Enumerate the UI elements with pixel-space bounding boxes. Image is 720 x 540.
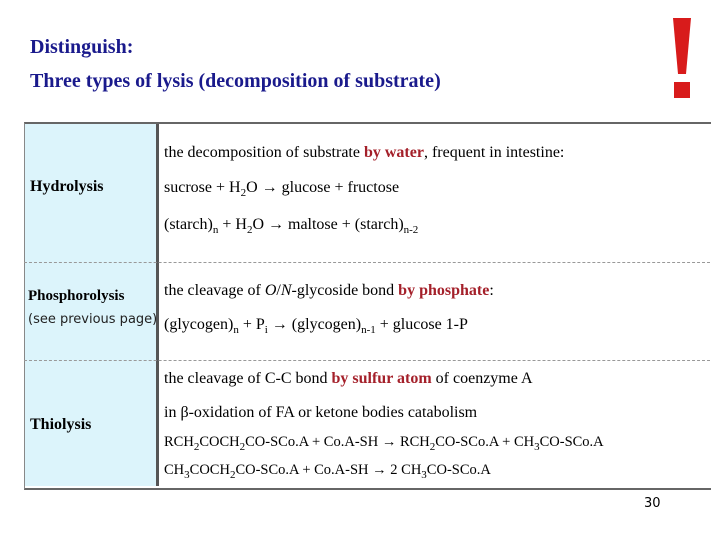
thiolysis-context: in β-oxidation of FA or ketone bodies catabolism — [164, 404, 478, 421]
slide-title-line1: Distinguish: — [30, 36, 134, 58]
row-divider — [24, 360, 710, 361]
thiolysis-label: Thiolysis — [30, 416, 92, 433]
thiolysis-equation-2: $CH_3COCH_2CO-SCo.A + Co.A-SH \to 2$ $CH_3CO-SCo.A$ — [164, 462, 491, 481]
slide-title-line2: Three types of lysis (decomposition of substrate) — [30, 70, 441, 92]
hydrolysis-equation-starch: $(starch)_n + H_2O$ → maltose + $(starch)_{n-2}$ — [164, 216, 419, 237]
phosphorolysis-equation: $(glycogen)_n + P_i$ → $(glycogen)_{n-1} + glucose$ 1-P — [164, 316, 468, 337]
page-number: 30 — [644, 496, 661, 511]
phosphorolysis-note: (see previous page) — [28, 312, 158, 327]
thiolysis-equation-1: $RCH_2COCH_2CO-SCo.A + Co.A-SH \to RCH_2CO-SCo.A + CH_3CO-SCo.A$ — [164, 434, 604, 453]
row-divider — [24, 262, 710, 263]
hydrolysis-definition: the decomposition of substrate by water, frequent in intestine: — [164, 144, 565, 161]
phosphorolysis-definition: the cleavage of O/N-glycoside bond by phosphate: — [164, 282, 494, 299]
phosphorolysis-label: Phosphorolysis — [28, 288, 125, 304]
exclamation-icon — [664, 16, 700, 100]
hydrolysis-label: Hydrolysis — [30, 178, 104, 195]
hydrolysis-equation-sucrose: sucrose + $H_2O \to glucose$ + fructose — [164, 179, 400, 200]
thiolysis-definition: the cleavage of C-C bond by sulfur atom of coenzyme A — [164, 370, 533, 387]
